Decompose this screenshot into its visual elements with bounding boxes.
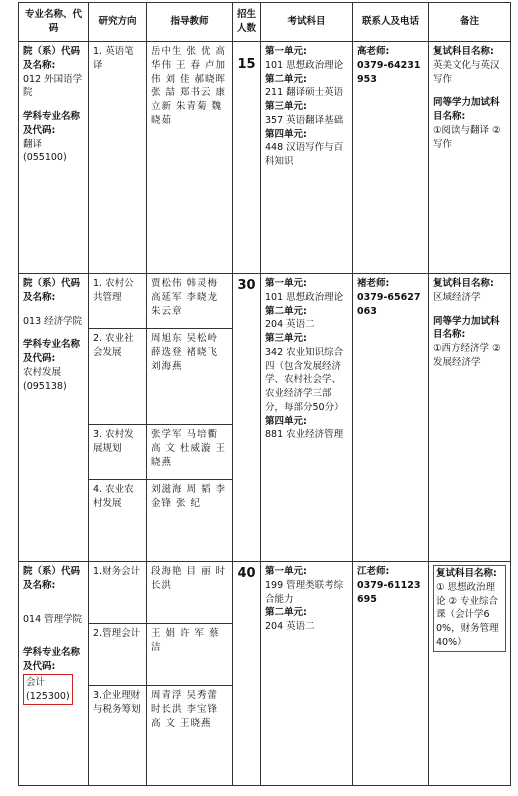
table-row	[19, 274, 511, 329]
notes-text: ① 思想政治理论 ② 专业综合课（会计学60%，财务管理40%）	[436, 581, 499, 648]
notes-text: ①西方经济学 ②发展经济学	[433, 343, 501, 368]
college-label: 院（系）代码及名称:	[23, 278, 81, 303]
major-label: 学科专业名称及代码:	[23, 647, 81, 673]
exam-subject: 101 思想政治理论	[265, 59, 344, 71]
exam-subject: 357 英语翻译基础	[265, 114, 344, 126]
exam-subject: 204 英语二	[265, 621, 315, 633]
college-name: 013 经济学院	[23, 315, 83, 327]
notes-text: 区域经济学	[433, 291, 481, 303]
header-contact: 联系人及电话	[353, 3, 429, 42]
advisor-cell: 岳中生 张 优 高华伟 王 春 卢加伟 刘 佳 郝晓晖 张 喆 郑书云 康立新 朱青菊 魏晓茹	[147, 42, 233, 274]
header-exam: 考试科目	[261, 3, 353, 42]
exam-subject: 204 英语二	[265, 319, 315, 331]
exam-cell	[261, 562, 353, 786]
header-quota: 招生人数	[233, 3, 261, 42]
exam-unit: 第三单元:	[265, 333, 307, 345]
exam-unit: 第一单元:	[265, 278, 307, 289]
exam-unit: 第二单元:	[265, 73, 307, 85]
direction-cell: 2. 农业社会发展	[89, 329, 147, 425]
college-name: 014 管理学院	[23, 613, 83, 625]
advisor-cell: 刘滋海 周 韬 李金锋 张 纪	[147, 480, 233, 562]
exam-unit: 第四单元:	[265, 415, 307, 427]
exam-unit: 第一单元:	[265, 566, 307, 577]
header-direction: 研究方向	[89, 3, 147, 42]
contact-phone: 0379-61123695	[357, 579, 421, 605]
direction-cell: 1.财务会计	[89, 562, 147, 624]
direction-cell: 3.企业理财与税务筹划	[89, 686, 147, 786]
direction-cell: 1. 英语笔译	[89, 42, 147, 274]
college-label: 院（系）代码及名称:	[23, 46, 81, 71]
direction-cell: 1. 农村公共管理	[89, 274, 147, 329]
major-code: (095138)	[23, 380, 67, 392]
exam-cell	[261, 274, 353, 562]
table-row	[19, 562, 511, 624]
contact-name: 江老师:	[357, 566, 390, 577]
major-cell	[19, 274, 89, 562]
admission-table	[18, 2, 511, 786]
contact-name: 褚老师:	[357, 278, 390, 289]
exam-unit: 第三单元:	[265, 101, 307, 113]
notes-label: 复试科目名称:	[433, 46, 494, 57]
advisor-cell: 贾松伟 韩灵梅 高延军 李晓龙 朱云章	[147, 274, 233, 329]
exam-cell	[261, 42, 353, 274]
advisor-cell: 段海艳 目 丽 时长洪	[147, 562, 233, 624]
exam-subject: 342 农业知识综合四（包含发展经济学、农村社会学、农业经济学三部分，每部分50分）	[265, 346, 344, 413]
college-label: 院（系）代码及名称:	[23, 566, 81, 591]
notes-label: 复试科目名称:	[436, 568, 497, 579]
notes-text: 英美文化与英汉写作	[433, 59, 500, 85]
contact-phone: 0379-65627063	[357, 291, 421, 317]
table-row	[19, 42, 511, 274]
major-name: 翻译	[23, 138, 43, 150]
major-name: 农村发展	[23, 366, 62, 378]
advisor-cell: 王 娟 许 军 蔡 洁	[147, 624, 233, 686]
exam-subject: 101 思想政治理论	[265, 291, 344, 303]
major-name: 会计	[26, 676, 46, 688]
exam-unit: 第二单元:	[265, 305, 307, 317]
notes-label: 复试科目名称:	[433, 278, 494, 289]
direction-cell: 4. 农业农村发展	[89, 480, 147, 562]
major-cell	[19, 562, 89, 786]
header-notes: 备注	[429, 3, 511, 42]
major-code: (125300)	[26, 690, 70, 702]
exam-unit: 第一单元:	[265, 46, 307, 57]
contact-cell	[353, 274, 429, 562]
major-highlight-box	[23, 674, 73, 706]
advisor-cell: 周青浮 吴秀蕾 时长洪 李宝锋 高 文 王晓燕	[147, 686, 233, 786]
quota-cell: 15	[233, 42, 261, 274]
exam-subject: 881 农业经济管理	[265, 429, 344, 441]
major-cell	[19, 42, 89, 274]
quota-cell: 40	[233, 562, 261, 786]
major-code: (055100)	[23, 152, 67, 164]
notes-cell	[429, 274, 511, 562]
college-name: 012 外国语学院	[23, 73, 83, 99]
advisor-cell: 张学军 马培衢 高 文 杜威漩 王晓燕	[147, 425, 233, 480]
major-label: 学科专业名称及代码:	[23, 111, 81, 136]
header-row	[19, 3, 511, 42]
contact-cell	[353, 42, 429, 274]
exam-subject: 211 翻译硕士英语	[265, 87, 344, 99]
exam-subject: 199 管理类联考综合能力	[265, 579, 344, 605]
notes-label: 同等学力加试科目名称:	[433, 97, 500, 123]
quota-cell: 30	[233, 274, 261, 562]
exam-subject: 448 汉语写作与百科知识	[265, 142, 344, 168]
notes-label: 同等学力加试科目名称:	[433, 315, 500, 341]
exam-unit: 第二单元:	[265, 607, 307, 619]
header-advisor: 指导教师	[147, 3, 233, 42]
notes-cell	[429, 562, 511, 786]
direction-cell: 2.管理会计	[89, 624, 147, 686]
exam-unit: 第四单元:	[265, 128, 307, 140]
major-label: 学科专业名称及代码:	[23, 339, 81, 365]
advisor-cell: 周旭东 吴松岭 薛选登 褚晓飞 刘海燕	[147, 329, 233, 425]
direction-cell: 3. 农村发展规划	[89, 425, 147, 480]
notes-cell	[429, 42, 511, 274]
contact-phone: 0379-64231953	[357, 59, 421, 85]
notes-highlight-box	[433, 565, 506, 652]
contact-name: 高老师:	[357, 46, 390, 57]
contact-cell	[353, 562, 429, 786]
notes-text: ①阅读与翻译 ②写作	[433, 124, 501, 150]
header-major: 专业名称、代码	[19, 3, 89, 42]
